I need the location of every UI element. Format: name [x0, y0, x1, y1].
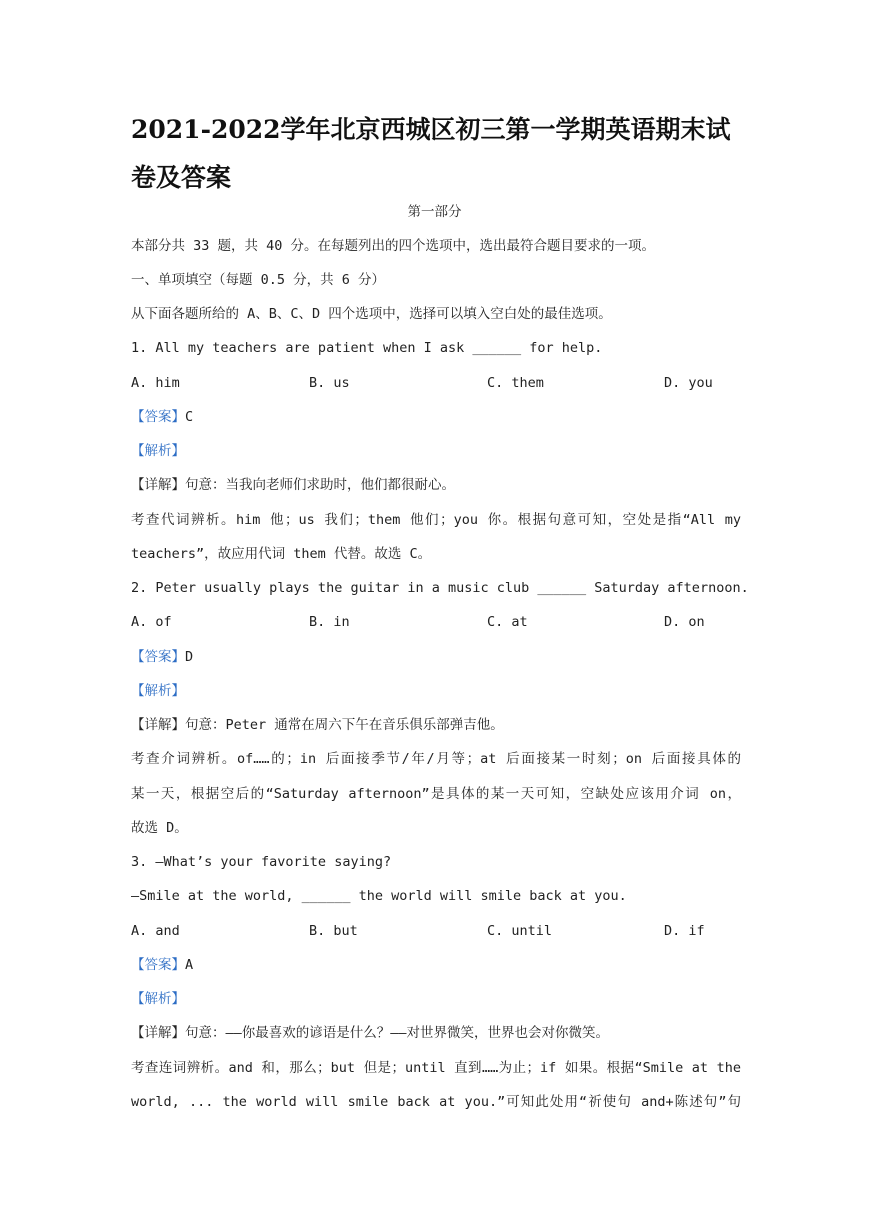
option-d: D. you: [664, 375, 713, 391]
answer-value: C: [185, 409, 194, 425]
question-3-analysis-label: 【解析】: [131, 991, 185, 1007]
question-2-detail: [131, 708, 741, 742]
question-2-analysis-label: 【解析】: [131, 683, 185, 699]
question-3-answer: [131, 948, 741, 982]
question-2-stem: 2. Peter usually plays the guitar in a music club ______ Saturday afternoon.: [131, 580, 749, 596]
option-d: D. if: [664, 923, 705, 939]
question-3-options: [131, 914, 741, 948]
detail-label: 【详解】: [131, 477, 185, 493]
question-1-answer: [131, 400, 741, 434]
answer-label: 【答案】: [131, 649, 185, 665]
document-title: 2021-2022学年北京西城区初三第一学期英语期末试卷及答案: [131, 115, 731, 192]
option-a: A. and: [131, 923, 180, 939]
question-1-detail: [131, 468, 741, 502]
option-b: B. but: [309, 923, 358, 939]
section-instructions: 本部分共 33 题，共 40 分。在每题列出的四个选项中，选出最符合题目要求的一项。: [131, 238, 656, 254]
part-title: 一、单项填空（每题 0.5 分，共 6 分）: [131, 272, 386, 288]
question-3-explanation-line-2: world, ... the world will smile back at you.”可知此处用“祈使句 and+陈述句”句: [131, 1094, 741, 1110]
question-1-analysis-label: 【解析】: [131, 443, 185, 459]
detail-meaning: 句意：Peter 通常在周六下午在音乐俱乐部弹吉他。: [185, 717, 504, 733]
question-1-stem: 1. All my teachers are patient when I ask ______ for help.: [131, 340, 603, 356]
question-1-options: [131, 366, 741, 400]
option-b: B. in: [309, 614, 350, 630]
question-2-options: [131, 605, 741, 639]
answer-label: 【答案】: [131, 957, 185, 973]
answer-label: 【答案】: [131, 409, 185, 425]
detail-meaning: 句意：——你最喜欢的谚语是什么？——对世界微笑，世界也会对你微笑。: [185, 1025, 610, 1041]
section-title: 第一部分: [407, 204, 462, 220]
question-2-explanation-line-2: 某一天，根据空后的“Saturday afternoon”是具体的某一天可知，空缺处应该用介词 on，: [131, 786, 741, 802]
answer-value: D: [185, 649, 194, 665]
part-instructions: 从下面各题所给的 A、B、C、D 四个选项中，选择可以填入空白处的最佳选项。: [131, 306, 612, 322]
question-1-explanation-line-2: teachers”，故应用代词 them 代替。故选 C。: [131, 546, 432, 562]
answer-value: A: [185, 957, 194, 973]
detail-label: 【详解】: [131, 1025, 185, 1041]
option-c: C. at: [487, 614, 528, 630]
question-3-detail: [131, 1016, 741, 1050]
option-a: A. him: [131, 375, 180, 391]
detail-meaning: 句意：当我向老师们求助时，他们都很耐心。: [185, 477, 455, 493]
option-d: D. on: [664, 614, 705, 630]
option-b: B. us: [309, 375, 350, 391]
question-2-explanation-line-3: 故选 D。: [131, 820, 188, 836]
option-c: C. until: [487, 923, 553, 939]
question-3-explanation-line-1: 考查连词辨析。and 和，那么；but 但是；until 直到……为止；if 如果。根据“Smile at the: [131, 1060, 741, 1076]
question-3-stem-line-1: 3. —What’s your favorite saying?: [131, 854, 392, 870]
question-2-answer: [131, 640, 741, 674]
option-c: C. them: [487, 375, 544, 391]
question-1-explanation-line-1: 考查代词辨析。him 他；us 我们；them 他们；you 你。根据句意可知，空处是指“All my: [131, 512, 741, 528]
question-3-stem-line-2: —Smile at the world, ______ the world will smile back at you.: [131, 888, 627, 904]
detail-label: 【详解】: [131, 717, 185, 733]
question-2-explanation-line-1: 考查介词辨析。of……的；in 后面接季节/年/月等；at 后面接某一时刻；on 后面接具体的: [131, 751, 741, 767]
option-a: A. of: [131, 614, 172, 630]
